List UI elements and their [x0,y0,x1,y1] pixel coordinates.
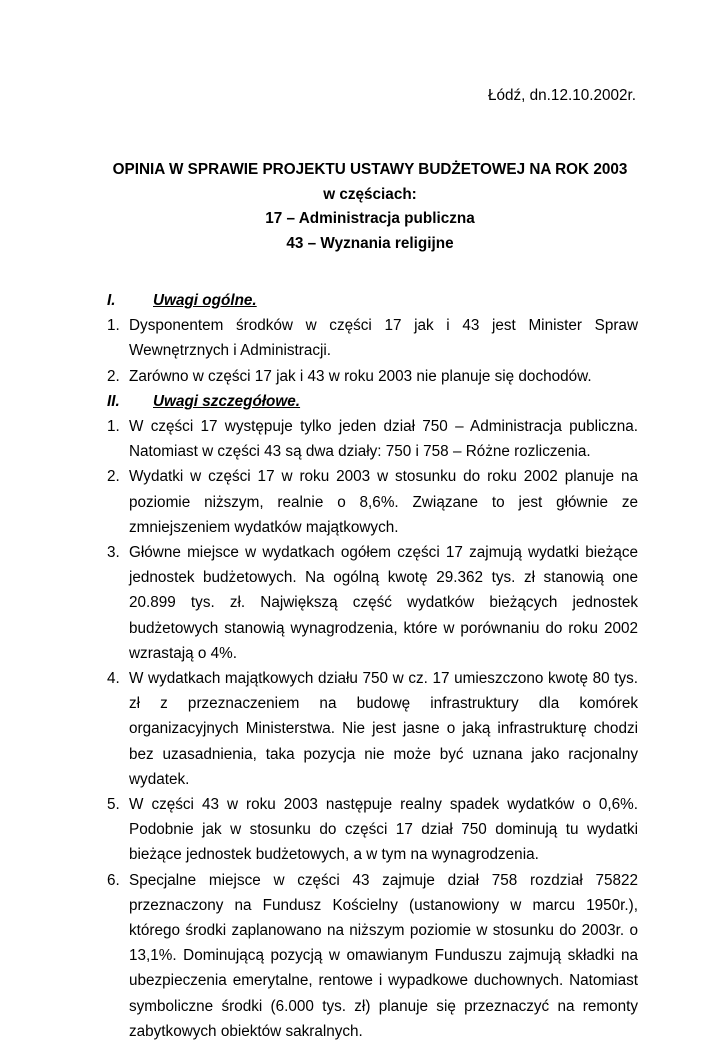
general-remarks-list [107,313,638,389]
document-body [107,288,638,1044]
document-date: Łódź, dn.12.10.2002r. [488,87,636,104]
list-item-marker: 1. [107,317,120,335]
list-item [107,868,638,1044]
list-item-marker: 1. [107,417,120,435]
list-item-marker: 2. [107,468,120,486]
list-item-text: Specjalne miejsce w części 43 zajmuje dział 758 rozdział 75822 przeznaczony na Fundusz Kościelny (ustanowiony w marcu 1950r.), którego środki zaplanowano na niższym poziomie w stosunku do 2003r. o 13,1%. Dominującą pozycją w omawianym Funduszu zajmują składki na ubezpieczenia emerytalne, rentowe i wypadkowe duchownych. Natomiast symboliczne środki (6.000 tys. zł) planuje się przeznaczyć na remonty zabytkowych obiektów sakralnych. [129,871,638,1040]
document-title [80,160,660,258]
list-item-marker: 6. [107,871,120,889]
list-item [107,313,638,363]
list-item-text: Główne miejsce w wydatkach ogółem części 17 zajmują wydatki bieżące jednostek budżetowych. Na ogólną kwotę 29.362 tys. zł stanowią one 20.899 tys. zł. Największą część wydatków bieżących jednostek budżetowych stanowią wynagrodzenia, które w porównaniu do roku 2002 wzrastają o 4%. [129,544,638,662]
section-title: Uwagi szczegółowe. [153,392,301,410]
section-heading-general [107,288,638,313]
list-item-text: W wydatkach majątkowych działu 750 w cz. 17 umieszczono kwotę 80 tys. zł z przeznaczeniem na budowę infrastruktury dla komórek organizacyjnych Ministerstwa. Nie jest jasne o jaką infrastrukturę chodzi bez uzasadnienia, taka pozycja nie może być uznana jako racjonalny wydatek. [129,670,638,788]
list-item-marker: 2. [107,367,120,385]
section-number: II. [107,392,120,410]
list-item [107,666,638,792]
list-item [107,464,638,540]
section-title: Uwagi ogólne. [153,292,257,309]
title-line-3: 17 – Administracja publiczna [265,210,475,227]
section-heading-detailed [107,389,638,414]
list-item [107,364,638,389]
list-item-marker: 4. [107,670,120,688]
title-line-4: 43 – Wyznania religijne [286,234,454,252]
section-number: I. [107,292,116,309]
list-item-text: Wydatki w części 17 w roku 2003 w stosunku do roku 2002 planuje na poziomie niższym, realnie o 8,6%. Związane to jest głównie ze zmniejszeniem wydatków majątkowych. [129,468,638,536]
title-line-2: w częściach: [323,185,417,203]
list-item [107,414,638,464]
list-item-marker: 3. [107,544,120,561]
title-line-1: OPINIA W SPRAWIE PROJEKTU USTAWY BUDŻETOWEJ NA ROK 2003 [112,161,628,178]
list-item [107,792,638,868]
list-item-text: W części 17 występuje tylko jeden dział 750 – Administracja publiczna. Natomiast w części 43 są dwa działy: 750 i 758 – Różne rozliczenia. [129,417,638,461]
list-item-marker: 5. [107,796,120,814]
list-item-text: Zarówno w części 17 jak i 43 w roku 2003 nie planuje się dochodów. [129,367,592,385]
list-item [107,540,638,666]
list-item-text: W części 43 w roku 2003 następuje realny spadek wydatków o 0,6%. Podobnie jak w stosunku do części 17 dział 750 dominują tu wydatki bieżące jednostek budżetowych, a w tym na wynagrodzenia. [129,796,638,864]
detailed-remarks-list [107,414,638,1044]
list-item-text: Dysponentem środków w części 17 jak i 43 jest Minister Spraw Wewnętrznych i Administracji. [129,317,638,360]
